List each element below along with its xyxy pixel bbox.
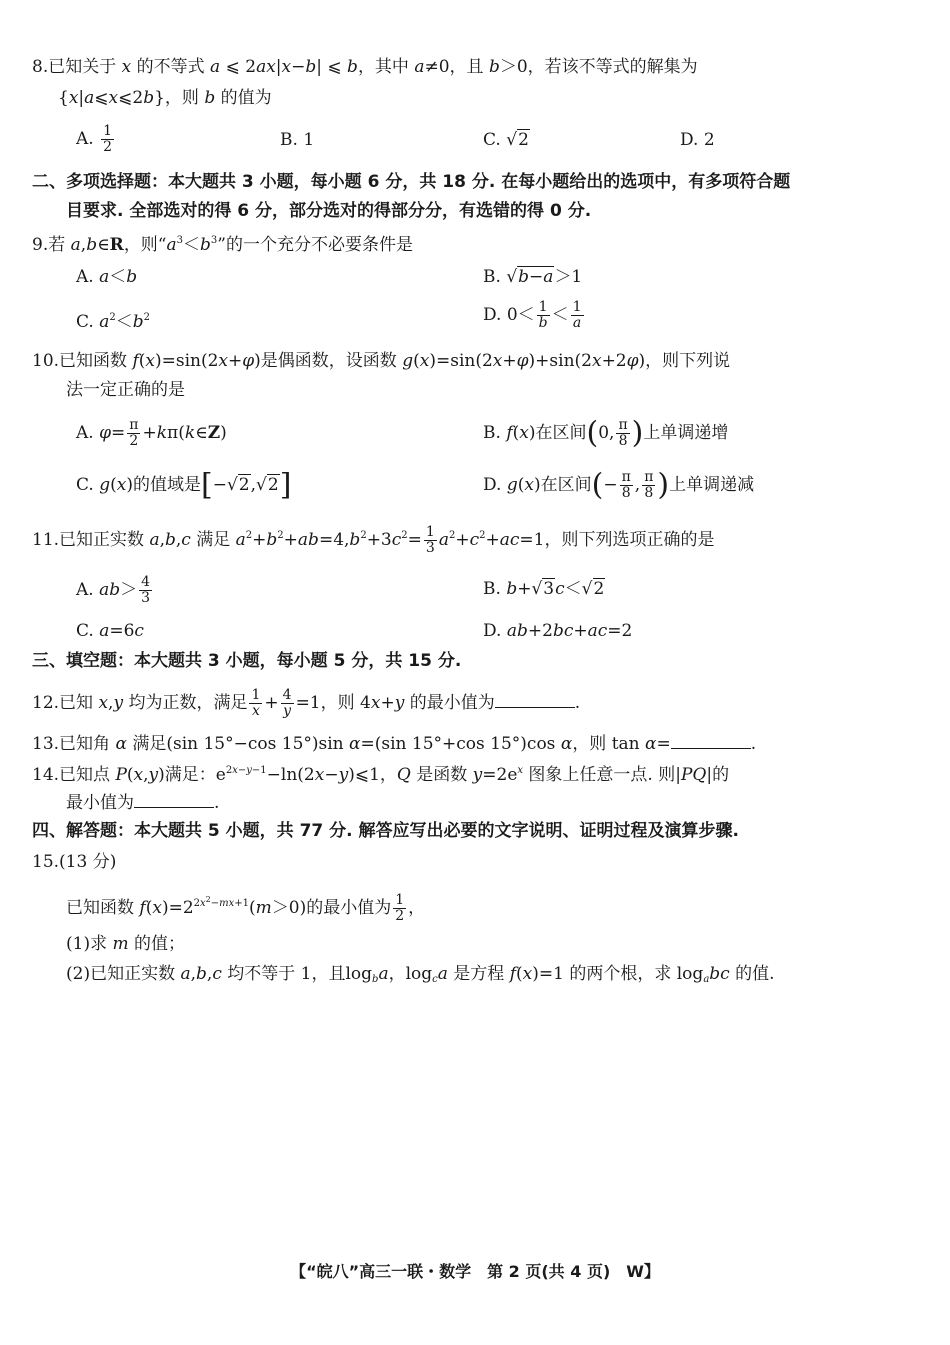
section4-header: 四、解答题：本大题共 5 小题，共 77 分. 解答应写出必要的文字说明、证明过程及演算步骤.	[32, 821, 739, 841]
section2-header-line2: 目要求. 全部选对的得 6 分，部分选对的得部分分，有选错的得 0 分.	[66, 201, 592, 221]
q14-stem-line2: 最小值为 .	[66, 789, 219, 815]
q15-part2: (2)已知正实数 a,b,c 均不等于 1，且$\log_ba$，$\log_ca$ 是方程 f(x)=1 的两个根，求 $\log_abc$ 的值.	[66, 964, 775, 985]
q15-header: 15.(13 分)	[32, 852, 117, 872]
q10-option-a: A. φ= $\frac{\pi}{2}$ +kπ(k∈Z)	[76, 417, 227, 449]
q8-stem-line1: 8.已知关于 x 的不等式 a ⩽ 2ax|x−b| ⩽ b，其中 a≠0，且 b＞0，若该不等式的解集为	[32, 57, 698, 77]
q8-option-a: A. $\frac{1}{2}$	[76, 123, 113, 155]
q11-option-a: A. ab＞ $\frac{4}{3}$	[76, 574, 151, 606]
q8-option-c: C. √2	[483, 130, 529, 150]
q8-option-b: B. 1	[280, 130, 315, 150]
q14-answer-blank[interactable]	[134, 789, 214, 808]
q10-stem-line2: 法一定正确的是	[66, 380, 185, 400]
q11-stem: 11.已知正实数 a,b,c 满足 $a^2+b^2+ab=4,b^2+3c^2=$ $\frac{1}{3}$ $a^2+c^2+ac=1$，则下列选项正确的是	[32, 524, 715, 556]
q12-answer-blank[interactable]	[495, 689, 575, 708]
q8-stem-line2: {x|a⩽x⩽2b}，则 b 的值为	[58, 88, 272, 108]
q8-option-d: D. 2	[680, 130, 715, 150]
q12-stem: 12.已知 x,y 均为正数，满足 $\frac{1}{x}$ + $\frac{4}{y}$ =1，则 4x+y 的最小值为 .	[32, 687, 581, 719]
q9-option-c: C. $a^2<b^2$	[76, 312, 150, 332]
q9-option-b: B. √b−a＞1	[483, 267, 583, 287]
q13-stem: 13.已知角 α 满足(sin 15°−cos 15°)sin α=(sin 15°+cos 15°)cos α，则 tan α= .	[32, 730, 756, 756]
q14-stem-line1: 14.已知点 P(x,y)满足：$e^{2x-y-1}-\ln(2x-y)⩽1$，Q 是函数 $y=2e^x$ 图象上任意一点. 则|PQ|的	[32, 765, 730, 785]
q11-option-d: D. ab+2bc+ac=2	[483, 621, 633, 641]
section3-header: 三、填空题：本大题共 3 小题，每小题 5 分，共 15 分.	[32, 651, 462, 671]
q10-option-d: D. g(x)在区间(− $\frac{\pi}{8}$ , $\frac{\pi}{8}$ )上单调递减	[483, 467, 755, 503]
q9-option-d: D. 0＜ $\frac{1}{b}$ ＜ $\frac{1}{a}$	[483, 299, 582, 331]
q11-option-c: C. a=6c	[76, 621, 144, 641]
q9-stem: 9.若 a,b∈R，则“$a^3<b^3$”的一个充分不必要条件是	[32, 235, 413, 255]
q11-option-b: B. b+√3c＜√2	[483, 579, 605, 599]
q9-option-a: A. a＜b	[76, 267, 138, 287]
q15-stem: 已知函数 $f(x)=2^{2x^2-mx+1}(m>0)$的最小值为 $\frac{1}{2}$ ，	[66, 892, 426, 924]
page-footer: 【“皖八”高三一联・数学 第 2 页(共 4 页) W】	[290, 1262, 660, 1281]
section2-header-line1: 二、多项选择题：本大题共 3 小题，每小题 6 分，共 18 分. 在每小题给出的选项中，有多项符合题	[32, 172, 791, 192]
q10-option-c: C. g(x)的值域是[−√2,√2]	[76, 467, 292, 503]
q15-part1: (1)求 m 的值；	[66, 934, 186, 954]
q10-stem-line1: 10.已知函数 f(x)=sin(2x+φ)是偶函数，设函数 g(x)=sin(2x+φ)+sin(2x+2φ)，则下列说	[32, 351, 731, 371]
q13-answer-blank[interactable]	[671, 730, 751, 749]
q10-option-b: B. f(x)在区间(0, $\frac{\pi}{8}$ )上单调递增	[483, 415, 729, 451]
